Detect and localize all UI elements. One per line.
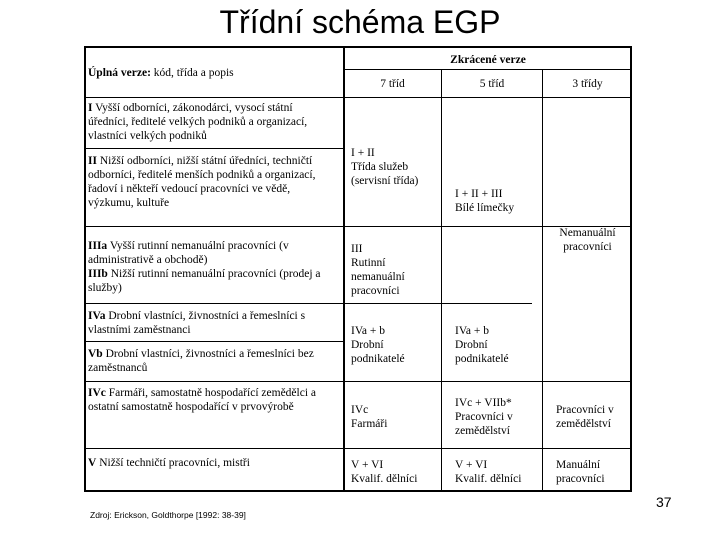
divider [84,97,632,98]
c7-small-1: IVa + b [351,325,385,337]
short-version-label: Zkrácené verze [450,54,526,66]
c5-agri-3: zemědělství [455,425,510,437]
class-i-line3: vlastníci velkých podniků [88,130,207,142]
c5-white-collar-2: Bílé límečky [455,202,515,214]
divider [84,148,344,149]
source-note: Zdroj: Erickson, Goldthorpe [1992: 38-39] [90,510,246,520]
col-5-header: 5 tříd [479,78,505,90]
c7-farmers-2: Farmáři [351,418,388,430]
c7-service-3: (servisní třída) [351,175,419,187]
c7-service-1: I + II [351,147,375,159]
divider [84,448,632,449]
divider [84,341,344,342]
full-version-label: Úplná verze: kód, třída a popis [88,67,234,79]
class-i-line1: I Vyšší odborníci, zákonodárci, vysocí státní [88,102,293,114]
divider [441,69,442,492]
c3-agri-1: Pracovníci v [556,404,614,416]
col-3-header: 3 třídy [572,78,603,90]
c3-manual-2: pracovníci [556,473,605,485]
c5-agri-2: Pracovníci v [455,411,513,423]
divider [542,69,543,492]
c3-manual-1: Manuální [556,459,601,471]
class-vb-line2: zaměstnanců [88,362,148,374]
class-iva-line1: IVa Drobní vlastníci, živnostníci a řemeslníci s [88,310,306,322]
c7-service-2: Třída služeb [351,161,409,173]
class-iva-line2: vlastními zaměstnanci [88,324,191,336]
divider [84,381,632,382]
c7-routine-2: Rutinní [351,257,386,269]
c7-farmers-1: IVc [351,404,369,416]
c7-routine-1: III [351,243,363,255]
c5-small-1: IVa + b [455,325,489,337]
c7-small-3: podnikatelé [351,353,405,365]
class-i-line2: úředníci, ředitelé velkých podniků a organizací, [88,116,308,128]
c7-skilled-1: V + VI [351,459,384,471]
c5-small-2: Drobní [455,339,488,351]
col-7-header: 7 tříd [380,78,405,90]
c7-small-2: Drobní [351,339,384,351]
class-ii-line1: II Nižší odborníci, nižší státní úředníci, techničtí [88,155,313,167]
c5-agri-1: IVc + VIIb* [455,397,512,409]
class-iiia-line2: administrativě a obchodě) [88,254,208,266]
c3-nonmanual-1: Nemanuální [559,227,616,239]
divider [84,303,532,304]
class-vb-line1: Vb Drobní vlastníci, živnostníci a řemeslníci bez [88,348,314,360]
c3-nonmanual-2: pracovníci [563,241,612,253]
c3-agri-2: zemědělství [556,418,611,430]
c7-skilled-2: Kvalif. dělníci [351,473,418,485]
divider [343,46,345,492]
c5-skilled-2: Kvalif. dělníci [455,473,522,485]
class-iiib-line2: služby) [88,282,122,294]
slide-title: Třídní schéma EGP [219,4,501,40]
divider [344,69,632,70]
class-v-line1: V Nižší techničtí pracovníci, mistři [88,457,250,469]
class-ii-line2: odborníci, ředitelé menších podniků a organizací, [88,169,316,181]
class-iiib-line1: IIIb Nižší rutinní nemanuální pracovníci (prodej a [88,268,321,280]
class-ivc-line2: ostatní samostatně hospodařící v prvovýrobě [88,401,294,413]
class-iiia-line1: IIIa Vyšší rutinní nemanuální pracovníci (v [88,240,289,252]
page-number: 37 [656,494,672,510]
class-ii-line4: výzkumu, kultuře [88,197,170,209]
c5-small-3: podnikatelé [455,353,509,365]
c5-white-collar-1: I + II + III [455,188,503,200]
c5-skilled-1: V + VI [455,459,488,471]
class-ivc-line1: IVc Farmáři, samostatně hospodařící zemědělci a [88,387,317,399]
class-ii-line3: řadoví i někteří vedoucí pracovníci ve vědě, [88,183,291,195]
c7-routine-3: nemanuální [351,271,405,283]
c7-routine-4: pracovníci [351,285,400,297]
